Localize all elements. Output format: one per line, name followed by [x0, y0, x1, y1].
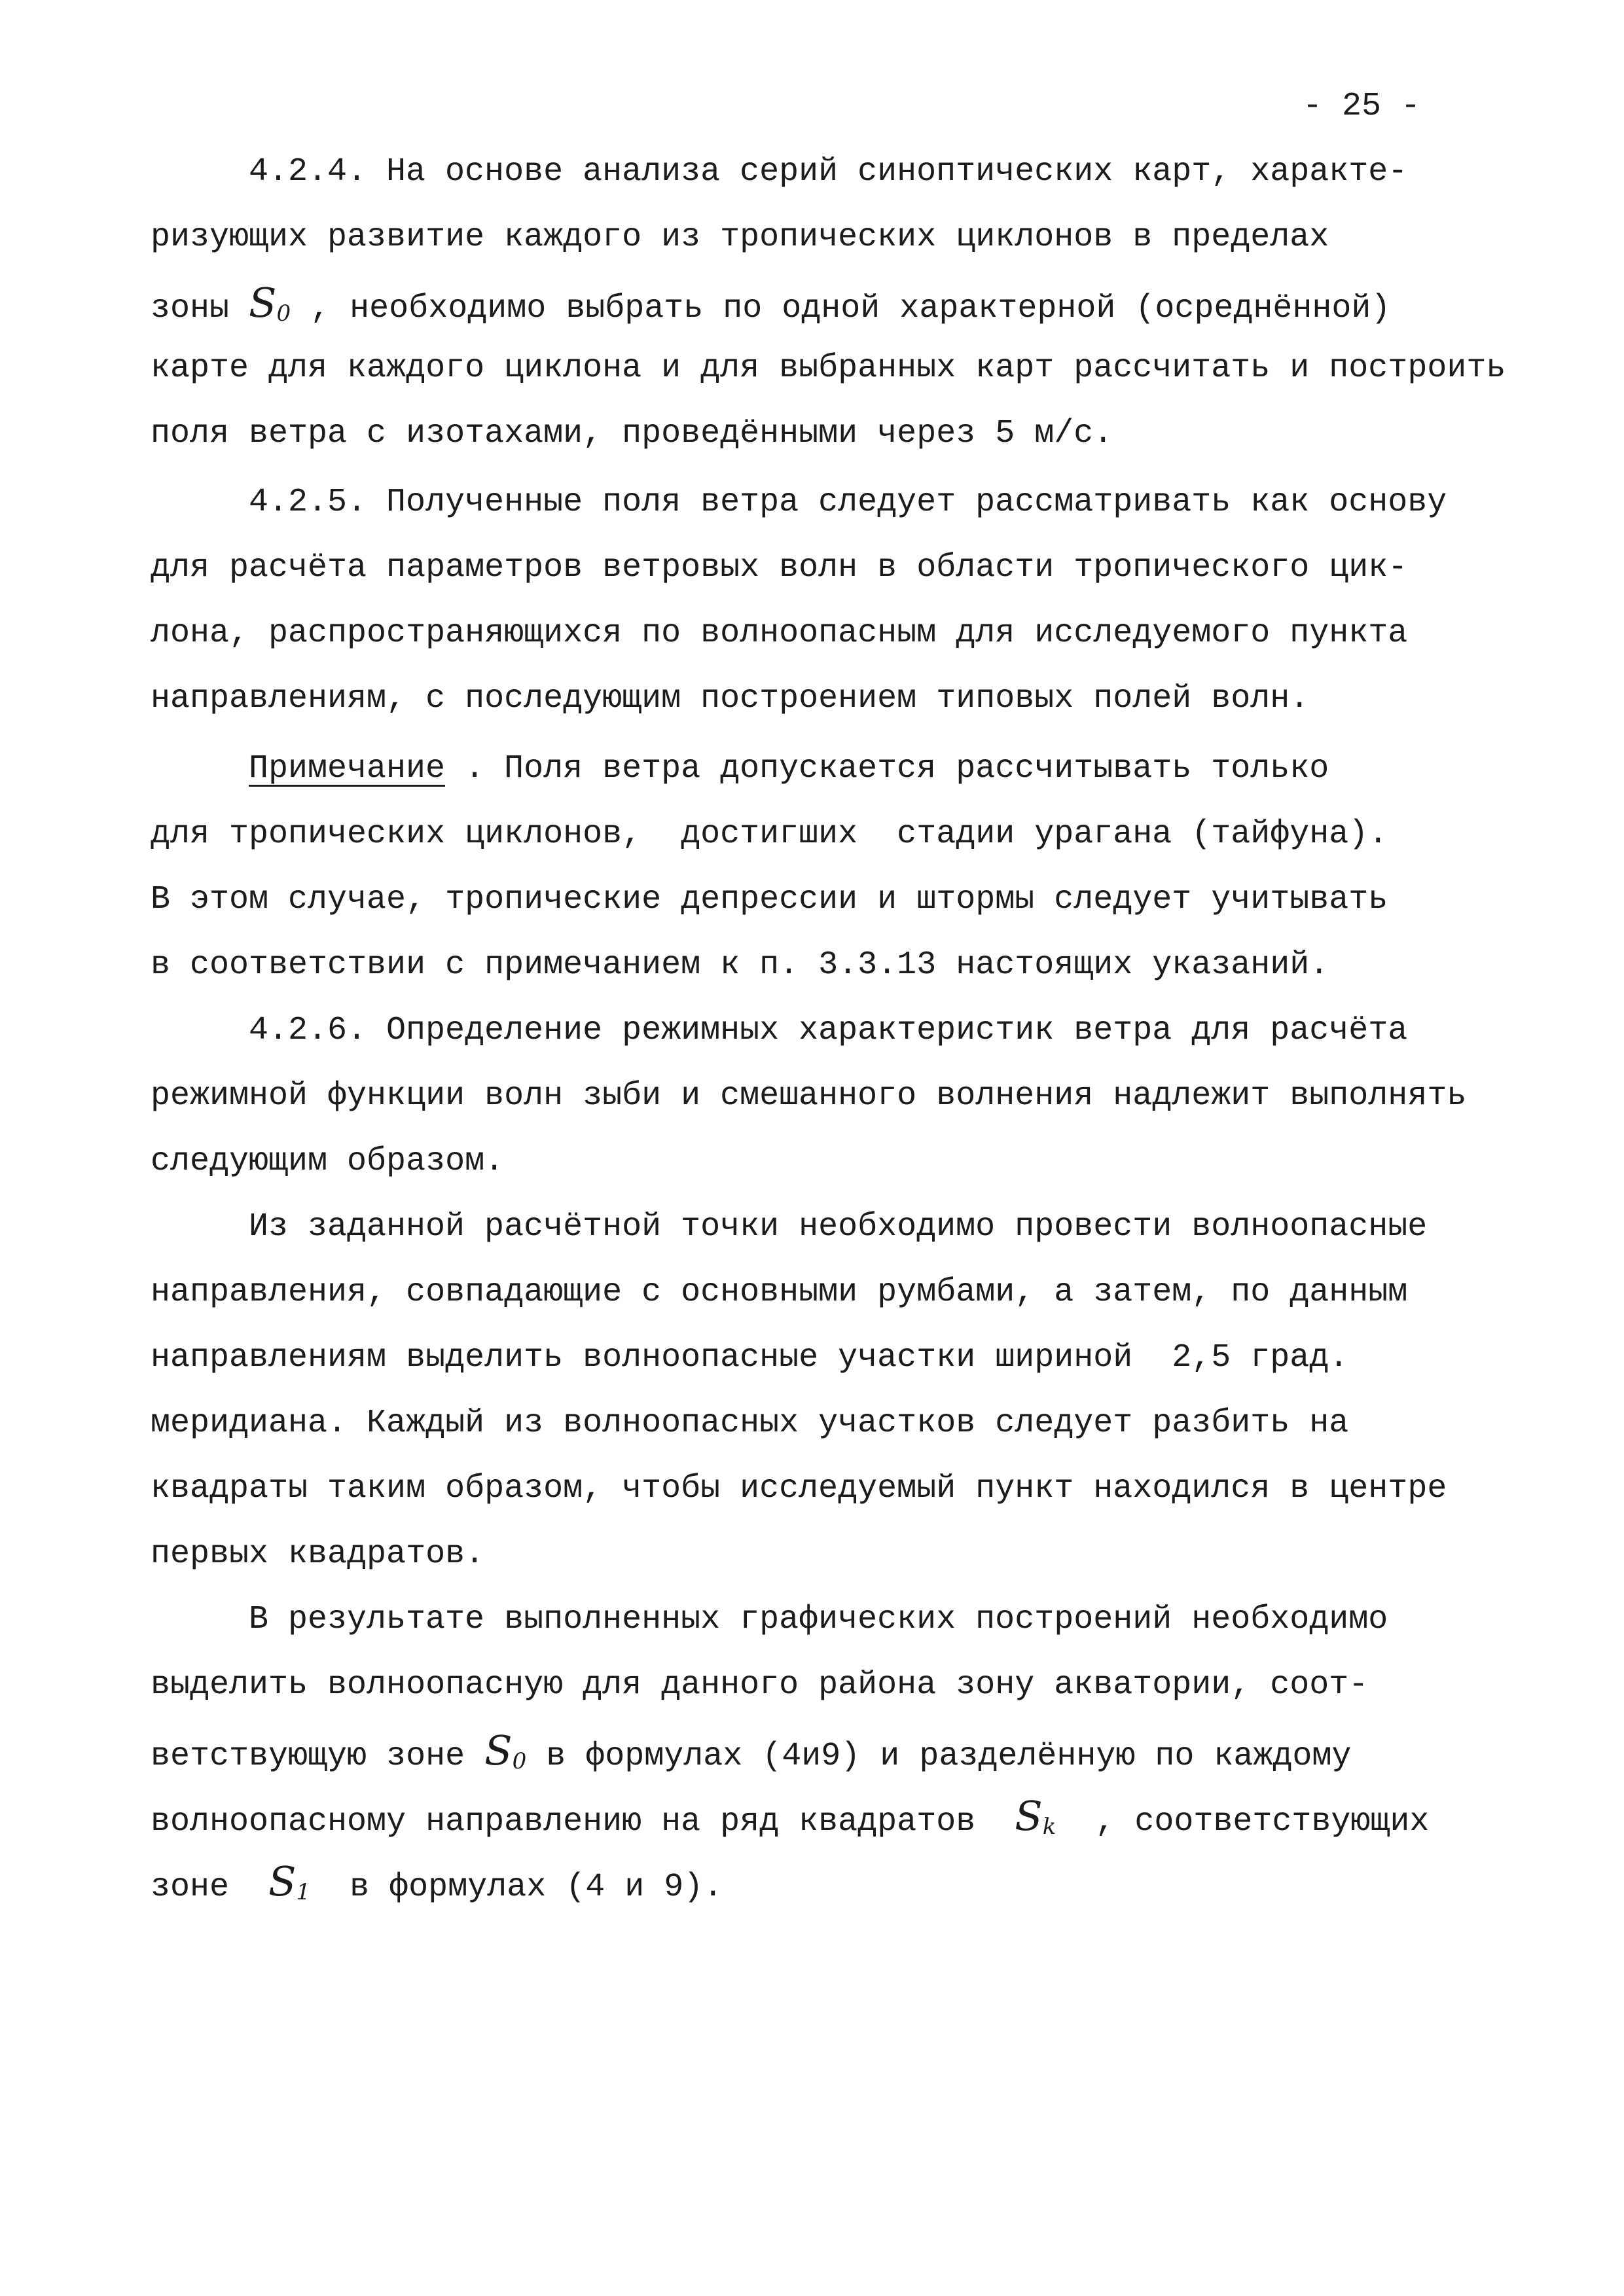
- paragraph-result: [151, 1587, 1532, 1914]
- text-line: карте для каждого циклона и для выбранных карт рассчитать и построить: [151, 350, 1506, 387]
- note-heading: Примечание: [249, 750, 446, 787]
- text-line: 4.2.6. Определение режимных характеристик ветра для расчёта: [249, 1012, 1408, 1049]
- text-line-with-symbol: [151, 1784, 1532, 1849]
- text-line-with-symbol: [151, 1849, 1532, 1914]
- text-line: для тропических циклонов, достигших стадии урагана (тайфуна).: [151, 816, 1388, 853]
- text-line: выделить волноопасную для данного района зону акватории, соот-: [151, 1666, 1369, 1704]
- text-fragment: , соответствующих: [1056, 1803, 1430, 1840]
- text-fragment: . Поля ветра допускается рассчитывать только: [445, 750, 1329, 787]
- handwritten-symbol-s0: $S_0$: [249, 279, 291, 327]
- text-fragment: в формулах (4 и 9).: [310, 1869, 723, 1906]
- text-line: направлениям выделить волноопасные участки шириной 2,5 град.: [151, 1339, 1349, 1376]
- text-fragment: , необходимо выбрать по одной характерной (осреднённой): [291, 290, 1391, 327]
- paragraph-4-2-4: [151, 139, 1532, 467]
- text-fragment: ветствующую зоне: [151, 1738, 485, 1775]
- text-line: квадраты таким образом, чтобы исследуемый пункт находился в центре: [151, 1470, 1447, 1507]
- text-line: поля ветра с изотахами, проведёнными через 5 м/с.: [151, 415, 1113, 452]
- text-line: меридиана. Каждый из волноопасных участков следует разбить на: [151, 1405, 1349, 1442]
- text-line-with-symbol: [151, 270, 1532, 336]
- text-fragment: зоне: [151, 1869, 269, 1906]
- handwritten-symbol-s1: $S_1$: [268, 1857, 311, 1905]
- text-line: 4.2.4. На основе анализа серий синоптических карт, характе-: [249, 153, 1408, 190]
- text-line: режимной функции волн зыби и смешанного волнения надлежит выполнять: [151, 1077, 1467, 1115]
- handwritten-symbol-s0: $S_0$: [484, 1727, 527, 1774]
- text-fragment: волноопасному направлению на ряд квадратов: [151, 1803, 1015, 1840]
- text-line: ризующих развитие каждого из тропических циклонов в пределах: [151, 219, 1329, 256]
- text-line: следующим образом.: [151, 1143, 505, 1180]
- text-line: первых квадратов.: [151, 1535, 485, 1573]
- text-line: в соответствии с примечанием к п. 3.3.13 настоящих указаний.: [151, 946, 1329, 984]
- paragraph-4-2-5: [151, 470, 1532, 732]
- note-block: [151, 736, 1532, 998]
- text-line: В этом случае, тропические депрессии и штормы следует учитывать: [151, 881, 1388, 918]
- text-line: 4.2.5. Полученные поля ветра следует рассматривать как основу: [249, 484, 1447, 521]
- text-line: направлениям, с последующим построением типовых полей волн.: [151, 680, 1310, 717]
- page-number: - 25 -: [1303, 88, 1421, 125]
- text-line: В результате выполненных графических построений необходимо: [249, 1601, 1388, 1638]
- paragraph-direction-zones: [151, 1194, 1532, 1587]
- text-line: лона, распространяющихся по волноопасным для исследуемого пункта: [151, 615, 1408, 652]
- text-line: направления, совпадающие с основными румбами, а затем, по данным: [151, 1274, 1408, 1311]
- paragraph-4-2-6: [151, 998, 1532, 1194]
- text-line: для расчёта параметров ветровых волн в области тропического цик-: [151, 549, 1408, 586]
- text-line: Из заданной расчётной точки необходимо провести волноопасные: [249, 1208, 1428, 1246]
- text-fragment: зоны: [151, 290, 249, 327]
- note-first-line: [151, 736, 1532, 802]
- text-fragment: в формулах (4и9) и разделённую по каждому: [526, 1738, 1352, 1775]
- text-line-with-symbol: [151, 1718, 1532, 1784]
- handwritten-symbol-sk: $S_k$: [1015, 1792, 1056, 1840]
